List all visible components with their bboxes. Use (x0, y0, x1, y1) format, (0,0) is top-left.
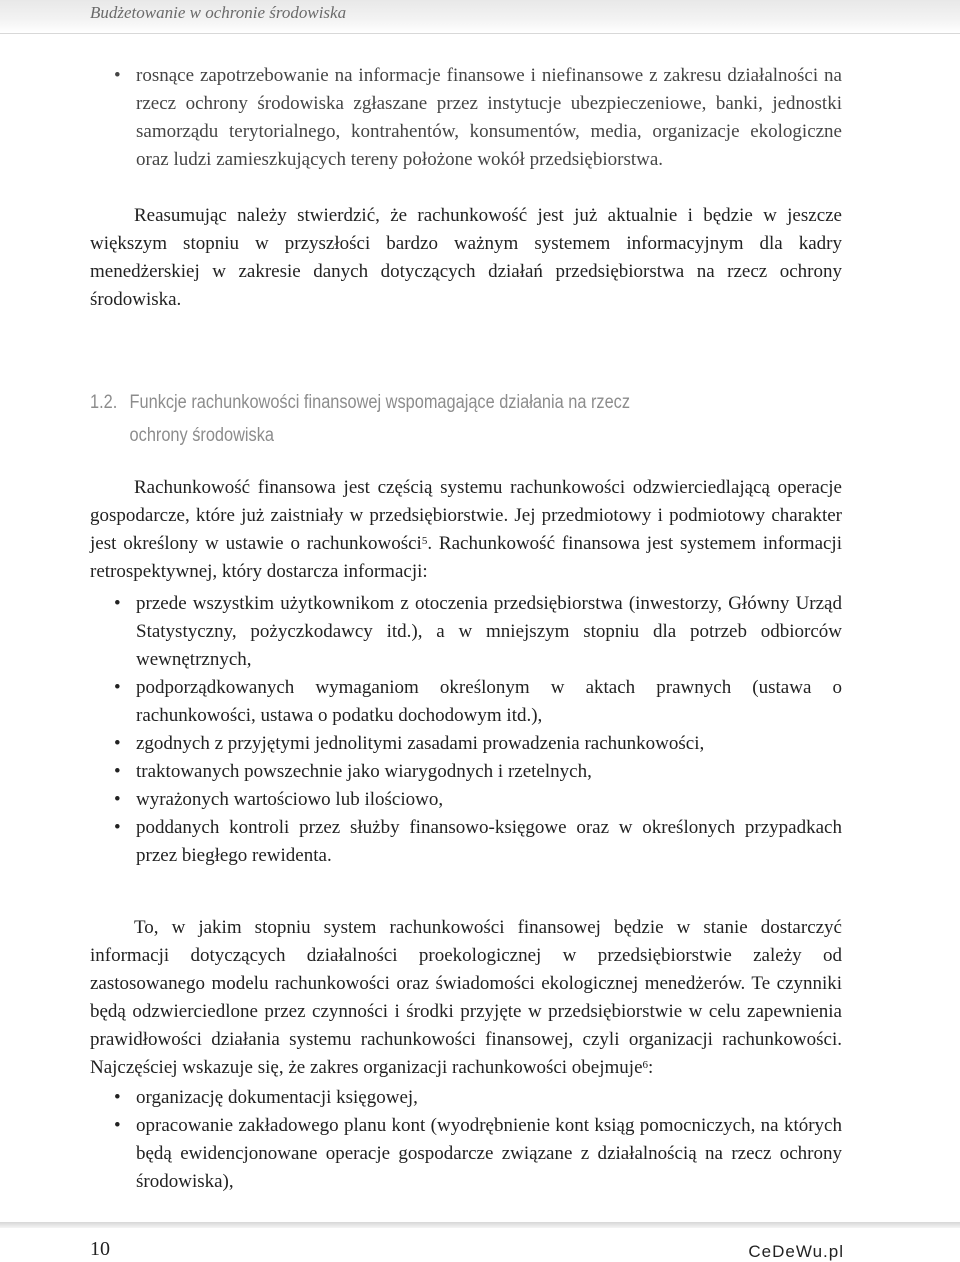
section-paragraph (90, 474, 842, 586)
list-item: • organizację dokumentacji księgowej, (90, 1084, 842, 1112)
page-body (90, 62, 842, 1196)
info-list (90, 590, 842, 870)
running-title: Budżetowanie w ochronie środowiska (90, 3, 347, 22)
summary-paragraph: Reasumując należy stwierdzić, że rachunkowość jest już aktualnie i będzie w jeszcze większym stopniu w przyszłości bardzo ważnym systemem informacyjnym dla kadry menedżerskiej w zakresie danych dotyczących działań przedsiębiorstwa na rzecz ochrony środowiska. (90, 205, 842, 310)
footer-rule (0, 1222, 960, 1228)
list-item: • opracowanie zakładowego planu kont (wyodrębnienie kont ksiąg pomocniczych, na których będą ewidencjonowane operacje gospodarcze związane z działalnością na rzecz ochrony środowiska), (90, 1112, 842, 1196)
footnote-ref-6: 6 (642, 1059, 649, 1071)
section-title-line2: ochrony środowiska (129, 425, 274, 446)
closing-paragraph-text: To, w jakim stopniu system rachunkowości finansowej będzie w stanie dostarczyć informacji dotyczących działalności proekologicznej w przedsiębiorstwie zależy od zastosowanego modelu rachunkowości oraz świadomości ekologicznej menedżerów. Te czynniki będą odzwierciedlone przez czynności i środki przyjęte w przedsiębiorstwie w celu zapewnienia prawidłowości działania systemu rachunkowości finansowej, czyli organizacji rachunkowości. Najczęściej wskazuje się, że zakres organizacji rachunkowości obejmuje (90, 917, 842, 1078)
list-item: • traktowanych powszechnie jako wiarygodnych i rzetelnych, (90, 758, 842, 786)
list-item: • zgodnych z przyjętymi jednolitymi zasadami prowadzenia rachunkowości, (90, 730, 842, 758)
list-item: • wyrażonych wartościowo lub ilościowo, (90, 786, 842, 814)
section-heading (90, 386, 840, 452)
list-item: • podporządkowanych wymaganiom określonym w aktach prawnych (ustawa o rachunkowości, ustawa o podatku dochodowym itd.), (90, 674, 842, 730)
page-number: 10 (90, 1238, 110, 1260)
scope-list (90, 1084, 842, 1196)
closing-paragraph-text-end: : (648, 1057, 654, 1078)
section-title-line1: Funkcje rachunkowości finansowej wspomagające działania na rzecz (129, 392, 631, 413)
list-item: • rosnące zapotrzebowanie na informacje finansowe i niefinansowe z zakresu działalności na rzecz ochrony środowiska zgłaszane przez instytucje ubezpieczeniowe, banki, jednostki samorządu terytorialnego, kontrahentów, konsumentów, media, organizacje ekologiczne oraz ludzi zamieszkujących tereny położone wokół przedsiębiorstwa. (90, 62, 842, 174)
running-header (0, 0, 960, 34)
closing-paragraph (90, 914, 842, 1082)
publisher-logo: CeDeWu.pl (748, 1242, 844, 1261)
section-paragraph-text: Rachunkowość finansowa jest częścią systemu rachunkowości odzwierciedlającą operacje gospodarcze, które już zaistniały w przedsiębiorstwie. Jej przedmiotowy i podmiotowy charakter jest określony w ustawie o rachunkowości (90, 477, 842, 554)
section-paragraph-text-end: . Rachunkowość finansowa jest systemem informacji retrospektywnej, który dostarcza informacji: (90, 533, 842, 582)
intro-list (90, 62, 842, 174)
footnote-ref-5: 5 (421, 535, 428, 547)
section-number: 1.2. (90, 392, 118, 413)
list-item: • poddanych kontroli przez służby finansowo-księgowe oraz w określonych przypadkach przez biegłego rewidenta. (90, 814, 842, 870)
list-item: • przede wszystkim użytkownikom z otoczenia przedsiębiorstwa (inwestorzy, Główny Urząd Statystyczny, pożyczkodawcy itd.), a w mniejszym stopniu dla potrzeb odbiorców wewnętrznych, (90, 590, 842, 674)
